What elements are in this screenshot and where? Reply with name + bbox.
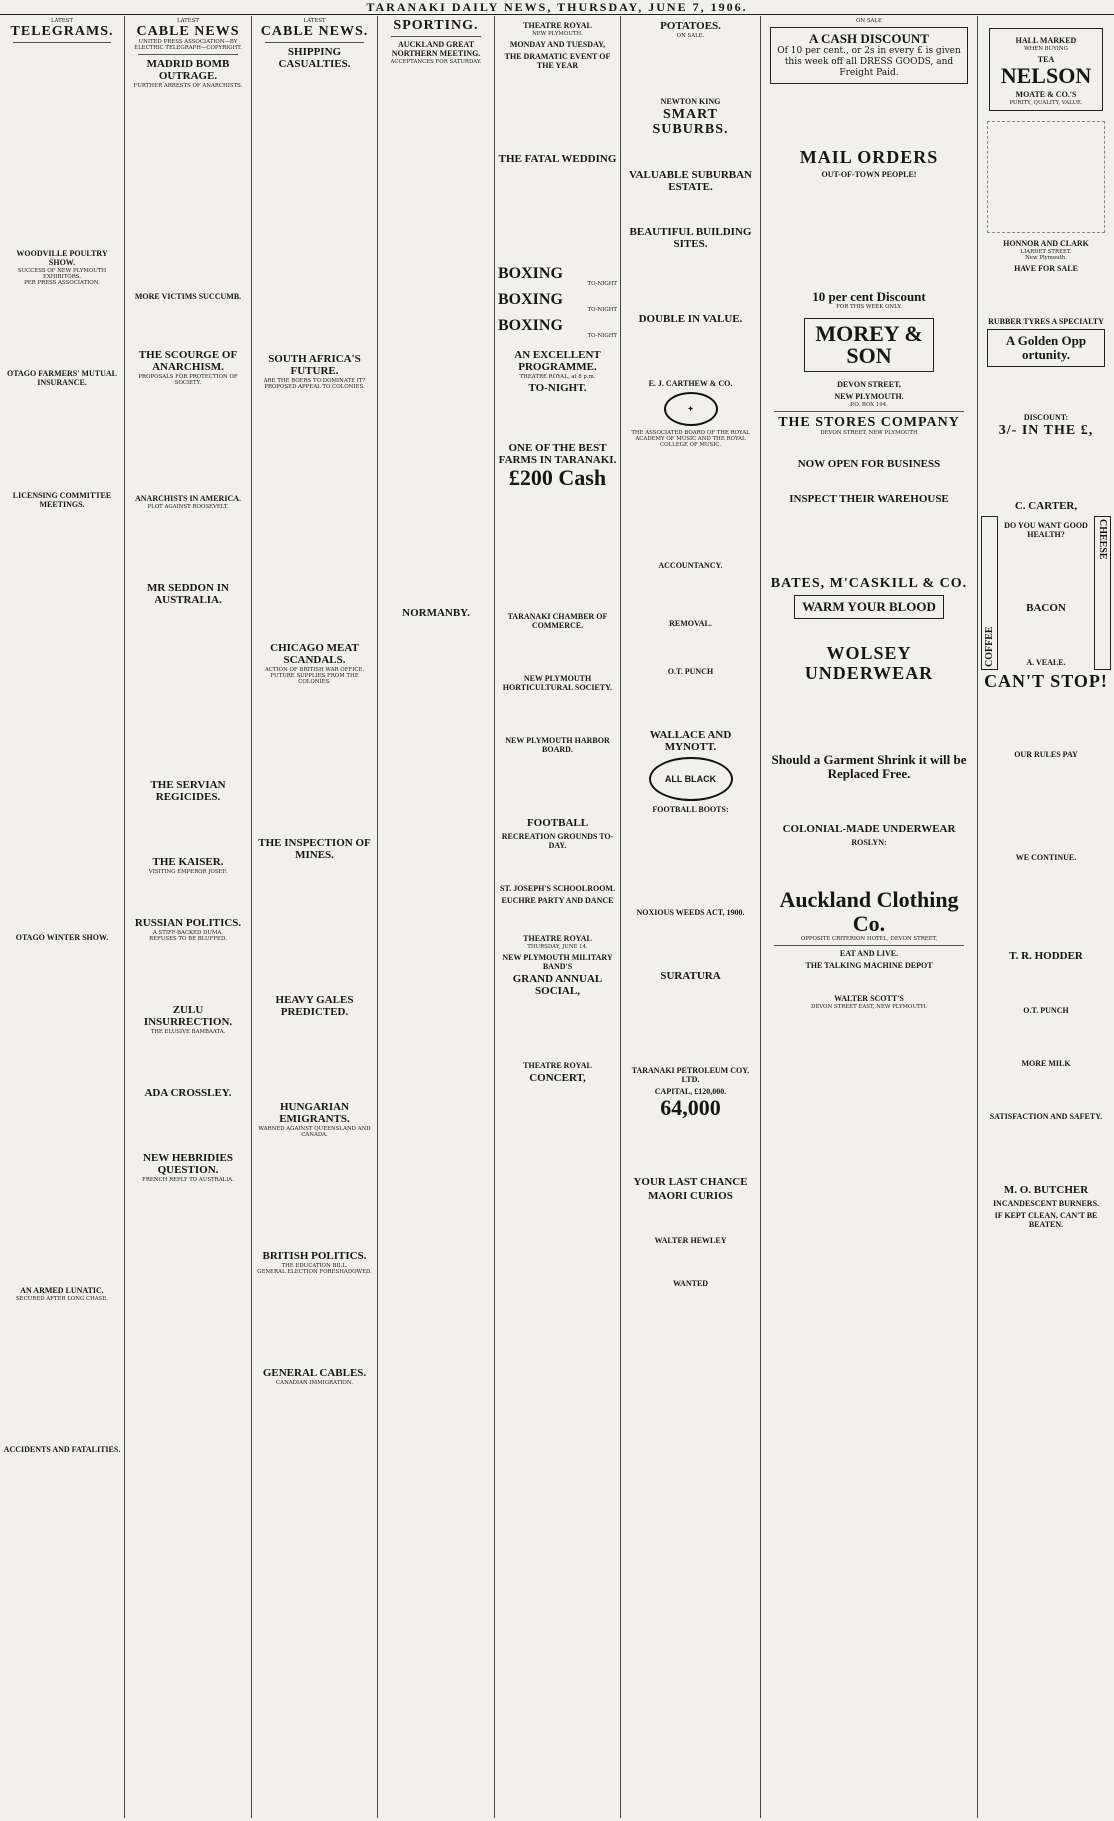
chamber-commerce: TARANAKI CHAMBER OF COMMERCE.: [507, 612, 608, 630]
column-1: [0, 18, 124, 1816]
out-of-town: OUT-OF-TOWN PEOPLE!: [821, 170, 917, 179]
stores-address: DEVON STREET, NEW PLYMOUTH: [820, 430, 918, 436]
military-band: NEW PLYMOUTH MILITARY BAND'S: [502, 953, 613, 971]
associated-board: THE ASSOCIATED BOARD OF THE ROYAL ACADEMY OF MUSIC AND THE ROYAL COLLEGE OF MUSIC.: [631, 430, 750, 448]
column-8: [978, 18, 1114, 1816]
liardet-street: LIARDET STREET.: [1020, 249, 1072, 255]
heading-winter-show: OTAGO WINTER SHOW.: [15, 933, 109, 942]
when-buying: WHEN BUYING: [1024, 46, 1068, 52]
farms-heading: ONE OF THE BEST FARMS IN TARANAKI.: [498, 442, 617, 466]
wallace-mynott: WALLACE AND MYNOTT.: [649, 729, 732, 753]
dates: MONDAY AND TUESDAY,: [509, 40, 606, 49]
heading-madrid: MADRID BOMB OUTRAGE.: [146, 58, 230, 82]
nelson: NELSON: [1000, 63, 1092, 88]
heading-crossley: ADA CROSSLEY.: [144, 1087, 232, 1099]
this-week-only: FOR THIS WEEK ONLY.: [836, 304, 902, 310]
morey-box: [804, 318, 934, 372]
have-for-sale: HAVE FOR SALE: [1014, 264, 1078, 273]
bacon: BACON: [1026, 602, 1066, 614]
heading-kaiser: THE KAISER.: [152, 856, 224, 868]
telegrams-heading: TELEGRAMS.: [10, 24, 114, 39]
subheading: ACTION OF BRITISH WAR OFFICE.: [264, 667, 365, 673]
nelson-tea-box: [989, 28, 1103, 111]
subheading: PROPOSED APPEAL TO COLONIES.: [264, 384, 365, 390]
football-boots: FOOTBALL BOOTS:: [652, 805, 729, 814]
carthew: E. J. CARTHEW & CO.: [648, 379, 733, 388]
subheading: GENERAL ELECTION FORESHADOWED.: [257, 1269, 372, 1275]
devon-east: DEVON STREET EAST, NEW PLYMOUTH.: [811, 1004, 927, 1010]
crest-icon: ✦: [664, 392, 718, 426]
football-heading: FOOTBALL: [526, 817, 589, 829]
masthead: TARANAKI DAILY NEWS, THURSDAY, JUNE 7, 1906.: [0, 0, 1114, 15]
heading-hebrides: NEW HEBRIDIES QUESTION.: [143, 1152, 233, 1176]
recreation-grounds: RECREATION GROUNDS TO-DAY.: [501, 832, 614, 850]
column-5: [495, 18, 620, 1816]
suratura: SURATURA: [660, 970, 721, 982]
fatal-wedding: THE FATAL WEDDING: [498, 153, 617, 165]
shrink-guarantee: Should a Garment Shrink it will be Replaced Free.: [771, 752, 967, 781]
hall-marked: HALL MARKED: [1015, 36, 1077, 45]
heading-normanby: NORMANBY.: [402, 607, 470, 619]
subheading: ACCEPTANCES FOR SATURDAY.: [390, 59, 482, 65]
mail-orders: MAIL ORDERS: [799, 147, 939, 167]
subheading: VISITING EMPEROR JOSEF.: [148, 869, 228, 875]
heading-seddon: MR SEDDON IN AUSTRALIA.: [147, 582, 229, 606]
heading-hungarian: HUNGARIAN EMIGRANTS.: [279, 1101, 350, 1125]
heading-anarchists-america: ANARCHISTS IN AMERICA.: [134, 494, 241, 503]
capital: CAPITAL, £120,000.: [654, 1087, 727, 1096]
theatre-royal: THEATRE ROYAL: [523, 21, 592, 30]
t-r-hodder: T. R. HODDER: [1009, 950, 1083, 962]
devon-street: DEVON STREET,: [837, 380, 901, 389]
subheading: ARE THE BOERS TO DOMINATE IT?: [263, 378, 366, 384]
heading-general-cables: GENERAL CABLES.: [262, 1367, 367, 1379]
boxing-1: BOXING: [498, 265, 563, 282]
heading-accidents: ACCIDENTS AND FATALITIES.: [3, 1445, 121, 1454]
satisfaction: SATISFACTION AND SAFETY.: [989, 1112, 1103, 1121]
subheading: A STIFF-BACKED DUMA.: [152, 930, 224, 936]
m-o-butcher: M. O. BUTCHER: [1003, 1184, 1089, 1196]
c-carter: C. CARTER,: [1014, 500, 1078, 512]
morey-son: MOREY & SON: [815, 321, 923, 368]
st-joseph: ST. JOSEPH'S SCHOOLROOM.: [500, 884, 615, 893]
latest-label: LATEST: [51, 18, 73, 24]
heading-chicago: CHICAGO MEAT SCANDALS.: [270, 642, 359, 666]
cant-stop: CAN'T STOP!: [984, 671, 1108, 691]
we-continue: WE CONTINUE.: [1015, 853, 1077, 862]
wanted: WANTED: [672, 1279, 709, 1288]
column-3: [252, 18, 377, 1816]
noxious-weeds: NOXIOUS WEEDS ACT, 1900.: [636, 908, 745, 917]
subheading: FRENCH REPLY TO AUSTRALIA.: [142, 1177, 234, 1183]
heading-gales: HEAVY GALES PREDICTED.: [275, 994, 354, 1018]
amount: 64,000: [660, 1095, 721, 1120]
heading-zulu: ZULU INSURRECTION.: [143, 1004, 233, 1028]
boxing-3: BOXING: [498, 317, 563, 334]
more-milk: MORE MILK: [1021, 1059, 1071, 1068]
removal: REMOVAL.: [669, 619, 712, 628]
subheading: FURTHER ARRESTS OF ANARCHISTS.: [133, 83, 243, 89]
heading-woodville: WOODVILLE POULTRY SHOW.: [16, 249, 108, 267]
new-plymouth: NEW PLYMOUTH.: [532, 31, 583, 37]
boxing-2: BOXING: [498, 291, 563, 308]
warm-blood-box: [794, 595, 944, 619]
last-chance: YOUR LAST CHANCE: [633, 1176, 748, 1188]
wolsey-underwear: WOLSEY UNDERWEAR: [804, 643, 934, 683]
walter-hewley: WALTER HEWLEY: [654, 1236, 727, 1245]
bates-mcaskill: BATES, M'CASKILL & CO.: [770, 576, 968, 591]
taranaki-petroleum: TARANAKI PETROLEUM COY. LTD.: [631, 1066, 750, 1084]
warm-your-blood: WARM YOUR BLOOD: [802, 599, 936, 614]
heading-servian: THE SERVIAN REGICIDES.: [150, 779, 226, 803]
theatre-time: THEATRE ROYAL, at 8 p.m.: [519, 374, 596, 380]
new-plymouth: New Plymouth.: [1025, 255, 1067, 261]
subheading: REFUSES TO BE BLUFFED.: [149, 936, 227, 942]
walter-scotts: WALTER SCOTT'S: [834, 994, 904, 1003]
press-association: PER PRESS ASSOCIATION.: [24, 280, 100, 286]
subheading: UNITED PRESS ASSOCIATION—BY ELECTRIC TELEGRAPH—COPYRIGHT.: [134, 39, 242, 51]
cash-discount: A CASH DISCOUNT: [809, 31, 929, 46]
heading-russian: RUSSIAN POLITICS.: [134, 917, 242, 929]
incandescent: INCANDESCENT BURNERS.: [992, 1199, 1100, 1208]
heading-otago-insurance: OTAGO FARMERS' MUTUAL INSURANCE.: [7, 369, 117, 387]
smart-suburbs: SMART SUBURBS.: [652, 107, 729, 137]
newton-king: NEWTON KING: [660, 97, 721, 106]
coffee-label: COFFEE: [981, 516, 998, 670]
heading-shipping: SHIPPING CASUALTIES.: [278, 46, 351, 70]
golden-opportunity-box: [987, 329, 1105, 367]
rubber-tyres: RUBBER TYRES A SPECIALTY: [988, 317, 1104, 326]
theatre-royal-3: THEATRE ROYAL: [523, 1061, 592, 1070]
subheading: SECURED AFTER LONG CHASE.: [15, 1296, 109, 1302]
inspect-warehouse: INSPECT THEIR WAREHOUSE: [789, 493, 949, 505]
subheading: SUCCESS OF NEW PLYMOUTH EXHIBITORS.: [17, 268, 107, 280]
column-4: [378, 18, 494, 1816]
tea: TEA: [1037, 55, 1055, 64]
subheading: THE ELUSIVE BAMBAATA.: [150, 1029, 226, 1035]
roslyn: ROSLYN:: [851, 838, 887, 847]
three-in-pound: 3/- IN THE £,: [998, 423, 1094, 438]
heading-lunatic: AN ARMED LUNATIC.: [20, 1286, 104, 1295]
honnor-clark: HONNOR AND CLARK: [1003, 239, 1089, 248]
latest-label: LATEST: [177, 18, 199, 24]
po-box: P.O. BOX 194.: [850, 402, 888, 408]
eat-and-live: EAT AND LIVE.: [839, 949, 899, 958]
subheading: PROPOSALS FOR PROTECTION OF SOCIETY.: [138, 374, 238, 386]
double-value: DOUBLE IN VALUE.: [638, 313, 743, 325]
a-veale: A. VEALE.: [1026, 658, 1066, 667]
tonight: TO-NIGHT: [587, 281, 617, 287]
theatre-royal-2: THEATRE ROYAL: [523, 934, 592, 943]
discount-text: Of 10 per cent., or 2s in every £ is given this week off all DRESS GOODS, and Freight Paid.: [777, 46, 961, 78]
subheading: THE EDUCATION BILL.: [281, 1263, 348, 1269]
good-health: DO YOU WANT GOOD HEALTH?: [1004, 521, 1088, 539]
tonight: TO-NIGHT: [587, 307, 617, 313]
column-7: [761, 18, 977, 1816]
column-2: [125, 18, 251, 1816]
subheading: WARNED AGAINST QUEENSLAND AND CANADA.: [258, 1126, 371, 1138]
maori-curios: MAORI CURIOS: [648, 1190, 733, 1202]
grand-social: GRAND ANNUAL SOCIAL,: [512, 973, 603, 997]
sporting-heading: SPORTING.: [393, 18, 479, 33]
heading-anarchism: THE SCOURGE OF ANARCHISM.: [138, 349, 238, 373]
on-sale: ON SALE: [856, 18, 882, 24]
excellent-programme: AN EXCELLENT PROGRAMME.: [514, 349, 601, 373]
column-6: [621, 18, 760, 1816]
purity: PURITY, QUALITY, VALUE.: [1009, 100, 1083, 106]
all-black-text: ALL BLACK: [664, 774, 717, 784]
veale-ad: [981, 516, 1111, 670]
tonight-heading: TO-NIGHT.: [528, 382, 587, 394]
cash-amount: £200 Cash: [508, 465, 607, 490]
harbour-board: NEW PLYMOUTH HARBOR BOARD.: [505, 736, 610, 754]
cable-news-heading: CABLE NEWS: [136, 24, 240, 39]
ten-percent-discount: 10 per cent Discount: [812, 289, 926, 304]
keep-clean: IF KEPT CLEAN, CAN'T BE BEATEN.: [994, 1211, 1098, 1229]
potatoes-heading: POTATOES.: [660, 20, 721, 32]
heading-victims: MORE VICTIMS SUCCUMB.: [134, 292, 242, 301]
cash-discount-box: [770, 27, 968, 84]
opposite-criterion: OPPOSITE CRITERION HOTEL, DEVON STREET,: [800, 936, 938, 942]
building-sites: BEAUTIFUL BUILDING SITES.: [629, 226, 752, 250]
our-rules: OUR RULES PAY: [1014, 750, 1078, 759]
cheese-label: CHEESE: [1094, 516, 1111, 670]
subheading: CANADIAN IMMIGRATION.: [276, 1380, 353, 1386]
auckland-clothing: Auckland Clothing Co.: [779, 887, 959, 936]
heading-south-africa: SOUTH AFRICA'S FUTURE.: [268, 353, 361, 377]
concert: CONCERT,: [529, 1072, 586, 1084]
golden-opportunity: A Golden Opp ortunity.: [1005, 333, 1087, 362]
heading-licensing: LICENSING COMMITTEE MEETINGS.: [12, 491, 112, 509]
new-plymouth: NEW PLYMOUTH.: [834, 392, 904, 401]
cable-news-heading: CABLE NEWS.: [260, 24, 369, 39]
heading-auckland-meeting: AUCKLAND GREAT NORTHERN MEETING.: [391, 40, 481, 58]
ot-punch: O.T. PUNCH: [667, 667, 714, 676]
latest-label: LATEST: [303, 18, 326, 24]
now-open: NOW OPEN FOR BUSINESS: [797, 458, 941, 470]
tonight: TO-NIGHT: [587, 333, 617, 339]
carriage-illustration: [987, 121, 1105, 233]
subheading: PLOT AGAINST ROOSEVELT.: [147, 504, 229, 510]
heading-british-politics: BRITISH POLITICS.: [262, 1250, 367, 1262]
dramatic-event: THE DRAMATIC EVENT OF THE YEAR: [504, 52, 611, 70]
colonial-underwear: COLONIAL-MADE UNDERWEAR: [782, 823, 956, 835]
euchre-party: EUCHRE PARTY AND DANCE: [501, 896, 614, 905]
discount: DISCOUNT:: [1023, 413, 1069, 422]
ot-punch: O.T. PUNCH: [1023, 1006, 1069, 1015]
moate-co: MOATE & CO.'S: [1015, 90, 1077, 99]
all-black-badge: [649, 757, 733, 801]
stores-company: THE STORES COMPANY: [778, 415, 960, 430]
on-sale: ON SALE.: [676, 33, 705, 39]
thursday: THURSDAY, JUNE 14.: [527, 944, 588, 950]
horticultural: NEW PLYMOUTH HORTICULTURAL SOCIETY.: [502, 674, 613, 692]
heading-mines: THE INSPECTION OF MINES.: [258, 837, 371, 861]
talking-machine: THE TALKING MACHINE DEPOT: [805, 961, 933, 970]
valuable-estate: VALUABLE SUBURBAN ESTATE.: [629, 169, 752, 193]
subheading: FUTURE SUPPLIES FROM THE COLONIES.: [270, 673, 359, 685]
accountancy: ACCOUNTANCY.: [658, 561, 723, 570]
